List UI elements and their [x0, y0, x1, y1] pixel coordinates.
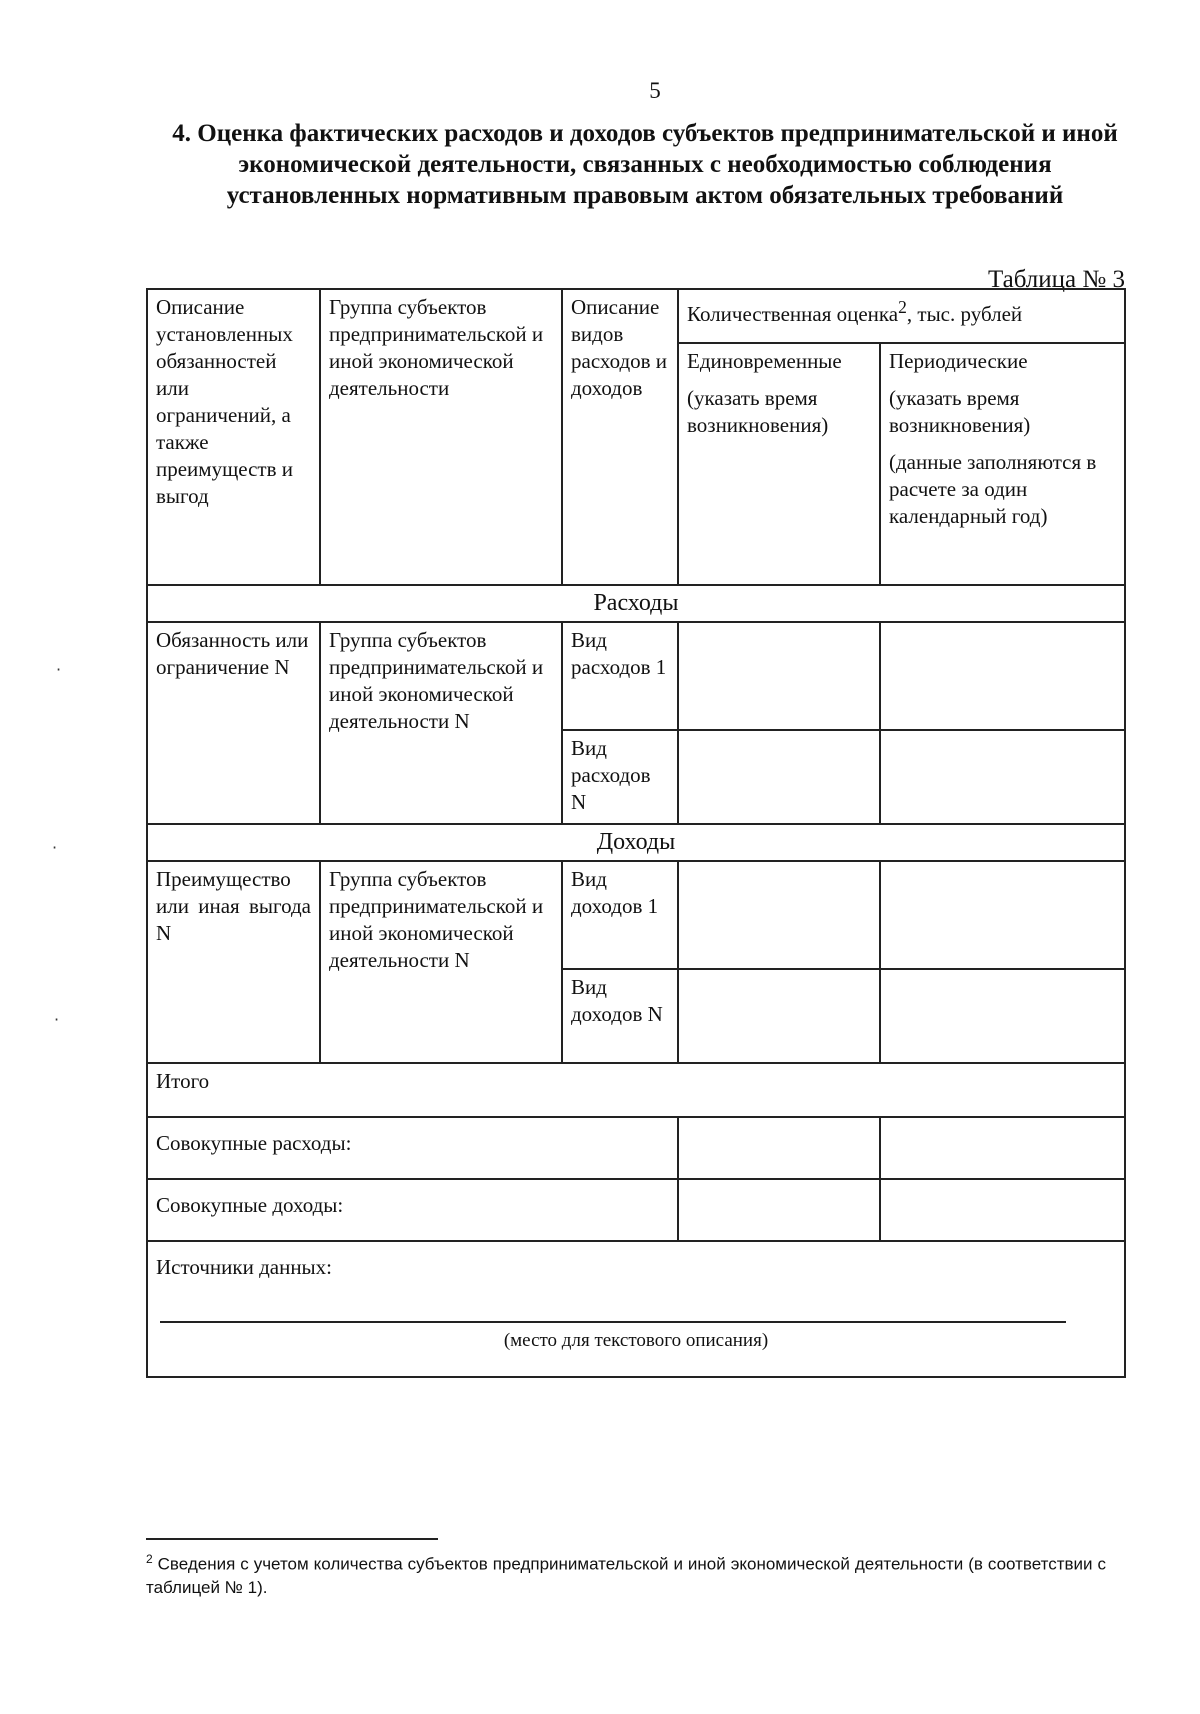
expenses-obligation: Обязанность или ограничение N — [147, 622, 320, 824]
expenses-kind-1-periodic — [880, 622, 1125, 730]
incomes-kind-1: Вид доходов 1 — [562, 861, 678, 969]
header-quant-unit: , тыс. рублей — [906, 302, 1023, 326]
page-number: 5 — [649, 78, 661, 103]
footnote-ref: 2 — [898, 297, 907, 317]
total-incomes-one-time — [678, 1179, 880, 1241]
incomes-kind-1-one-time — [678, 861, 880, 969]
header-group: Группа субъектов предпринимательской и иной экономической деятельности — [320, 289, 562, 585]
sources-label: Источники данных: — [156, 1255, 332, 1279]
incomes-kind-n-one-time — [678, 969, 880, 1063]
sources-text-line — [160, 1295, 1066, 1323]
incomes-benefit: Преимущество или иная выгода N — [147, 861, 320, 1063]
header-quantitative — [678, 289, 1125, 343]
sources-row — [147, 1241, 1125, 1377]
table-header-row — [147, 289, 1125, 343]
incomes-kind-n: Вид доходов N — [562, 969, 678, 1063]
totals-title-row — [147, 1063, 1125, 1117]
incomes-kind-n-periodic — [880, 969, 1125, 1063]
header-periodic — [880, 343, 1125, 585]
scan-mark: · — [52, 838, 58, 857]
total-expenses-one-time — [678, 1117, 880, 1179]
expenses-kind-n: Вид расходов N — [562, 730, 678, 824]
header-obligations: Описание установленных обязанностей или ограничений, а также преимуществ и выгод — [147, 289, 320, 585]
incomes-row-1 — [147, 861, 1125, 969]
incomes-kind-1-periodic — [880, 861, 1125, 969]
footnote-text: Сведения с учетом количества субъектов предпринимательской и иной экономической деятельности (в соответствии с таблицей № 1). — [146, 1554, 1106, 1597]
incomes-section-title: Доходы — [147, 824, 1125, 861]
one-time-note: (указать время возникновения) — [687, 386, 829, 437]
one-time-label: Единовременные — [687, 349, 842, 373]
total-incomes-periodic — [880, 1179, 1125, 1241]
header-one-time — [678, 343, 880, 585]
incomes-section-row — [147, 824, 1125, 861]
incomes-group: Группа субъектов предпринимательской и иной экономической деятельности N — [320, 861, 562, 1063]
header-kinds: Описание видов расходов и доходов — [562, 289, 678, 585]
total-expenses-label: Совокупные расходы: — [147, 1117, 678, 1179]
totals-title: Итого — [147, 1063, 1125, 1117]
periodic-note-2: (данные заполняются в расчете за один календарный год) — [889, 450, 1097, 528]
footnote-marker: 2 — [146, 1552, 153, 1566]
expenses-section-title: Расходы — [147, 585, 1125, 622]
total-expenses-periodic — [880, 1117, 1125, 1179]
scan-mark: · — [56, 660, 62, 679]
expenses-row-1 — [147, 622, 1125, 730]
sources-placeholder: (место для текстового описания) — [503, 1330, 769, 1351]
periodic-label: Периодические — [889, 349, 1028, 373]
costs-incomes-table — [146, 288, 1126, 1378]
expenses-kind-1: Вид расходов 1 — [562, 622, 678, 730]
expenses-kind-1-one-time — [678, 622, 880, 730]
footnote-separator — [146, 1538, 438, 1540]
scan-mark: · — [54, 1010, 60, 1029]
expenses-group: Группа субъектов предпринимательской и иной экономической деятельности N — [320, 622, 562, 824]
periodic-note: (указать время возникновения) — [889, 386, 1031, 437]
total-incomes-label: Совокупные доходы: — [147, 1179, 678, 1241]
table-caption: Таблица № 3 — [987, 266, 1125, 293]
section-heading: 4. Оценка фактических расходов и доходов субъектов предпринимательской и иной экономической деятельности, связанных с необходимостью соблюдения установленных нормативным правовым актом обязательных требований — [172, 120, 1118, 209]
total-incomes-row — [147, 1179, 1125, 1241]
expenses-section-row — [147, 585, 1125, 622]
header-quant-title: Количественная оценка — [687, 302, 899, 326]
sources-cell — [147, 1241, 1125, 1377]
expenses-kind-n-one-time — [678, 730, 880, 824]
total-expenses-row — [147, 1117, 1125, 1179]
footnote — [146, 1548, 1106, 1599]
expenses-kind-n-periodic — [880, 730, 1125, 824]
